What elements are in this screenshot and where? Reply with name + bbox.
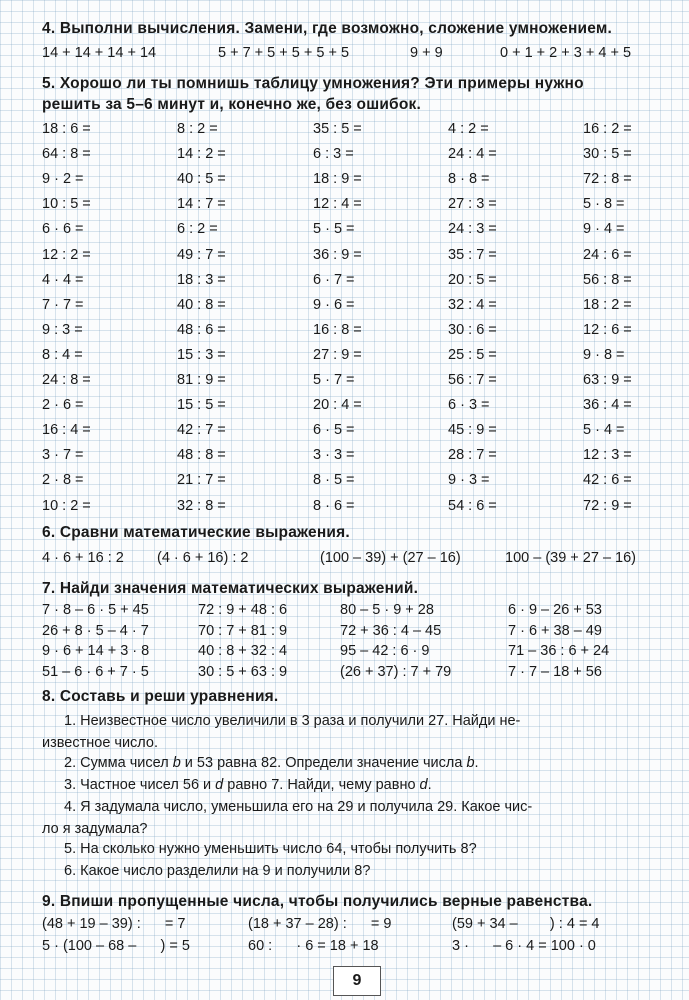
task4-item: 5 + 7 + 5 + 5 + 5 + 5 bbox=[218, 45, 350, 61]
multiplication-example: 18 : 2 = bbox=[583, 296, 632, 313]
multiplication-example: 49 : 7 = bbox=[177, 246, 226, 263]
task6-item: 4 · 6 + 16 : 2 bbox=[42, 550, 124, 566]
task9-equation: (48 + 19 – 39) : = 7 bbox=[42, 916, 186, 932]
multiplication-example: 48 : 6 = bbox=[177, 321, 226, 338]
multiplication-example: 6 : 2 = bbox=[177, 221, 218, 238]
multiplication-example: 8 · 8 = bbox=[448, 171, 490, 188]
task8-problem-6: 6. Какое число разделили на 9 и получили 8? bbox=[64, 863, 371, 879]
expression-item: 80 – 5 · 9 + 28 bbox=[340, 602, 434, 618]
multiplication-example: 18 : 9 = bbox=[313, 171, 362, 188]
expression-item: 7 · 7 – 18 + 56 bbox=[508, 664, 602, 681]
multiplication-example: 10 : 5 = bbox=[42, 196, 91, 213]
multiplication-example: 20 : 4 = bbox=[313, 397, 362, 414]
multiplication-example: 24 : 4 = bbox=[448, 146, 497, 163]
multiplication-example: 36 : 9 = bbox=[313, 246, 362, 263]
multiplication-example: 42 : 6 = bbox=[583, 472, 632, 489]
task8-problem-3: 3. Частное чисел 56 и d равно 7. Найди, чему равно d. bbox=[64, 777, 432, 793]
multiplication-example: 5 · 5 = bbox=[313, 221, 355, 238]
expression-item: 7 · 8 – 6 · 5 + 45 bbox=[42, 602, 149, 618]
task8-problem-1: 1. Неизвестное число увеличили в 3 раза и получили 27. Найди не- известное число. bbox=[42, 713, 521, 751]
task8-problem-4: 4. Я задумала число, уменьшила его на 29 и получила 29. Какое чис- ло я задумала? bbox=[42, 799, 533, 837]
multiplication-example: 7 · 7 = bbox=[42, 296, 84, 313]
task6-title: 6. Сравни математические выражения. bbox=[42, 524, 350, 541]
multiplication-example: 6 · 7 = bbox=[313, 271, 355, 288]
multiplication-example: 64 : 8 = bbox=[42, 146, 91, 163]
multiplication-example: 27 : 3 = bbox=[448, 196, 497, 213]
multiplication-example: 6 · 3 = bbox=[448, 397, 490, 414]
multiplication-example: 5 · 8 = bbox=[583, 196, 625, 213]
task9-equation: (18 + 37 – 28) : = 9 bbox=[248, 916, 392, 932]
task6-item: 100 – (39 + 27 – 16) bbox=[505, 550, 637, 566]
multiplication-example: 32 : 8 = bbox=[177, 497, 226, 514]
multiplication-example: 40 : 8 = bbox=[177, 296, 226, 313]
task9-equation: 3 · – 6 · 4 = 100 · 0 bbox=[452, 938, 596, 954]
multiplication-example: 20 : 5 = bbox=[448, 271, 497, 288]
multiplication-example: 4 · 4 = bbox=[42, 271, 84, 288]
multiplication-example: 48 : 8 = bbox=[177, 447, 226, 464]
multiplication-example: 9 : 3 = bbox=[42, 321, 83, 338]
multiplication-example: 24 : 3 = bbox=[448, 221, 497, 238]
multiplication-example: 81 : 9 = bbox=[177, 372, 226, 388]
multiplication-example: 18 : 6 = bbox=[42, 121, 91, 137]
expression-item: 6 · 9 – 26 + 53 bbox=[508, 602, 602, 618]
multiplication-example: 56 : 8 = bbox=[583, 271, 632, 288]
multiplication-example: 25 : 5 = bbox=[448, 346, 497, 363]
multiplication-example: 6 · 5 = bbox=[313, 422, 355, 439]
expression-item: 51 – 6 · 6 + 7 · 5 bbox=[42, 664, 149, 681]
task9-equation: 60 : · 6 = 18 + 18 bbox=[248, 938, 379, 954]
multiplication-example: 9 · 6 = bbox=[313, 296, 355, 313]
multiplication-example: 9 · 2 = bbox=[42, 171, 84, 188]
task8-title: 8. Составь и реши уравнения. bbox=[42, 688, 279, 705]
multiplication-example: 8 · 6 = bbox=[313, 497, 355, 514]
multiplication-example: 15 : 3 = bbox=[177, 346, 226, 363]
multiplication-example: 30 : 5 = bbox=[583, 146, 632, 163]
multiplication-example: 9 · 4 = bbox=[583, 221, 625, 238]
multiplication-example: 5 · 7 = bbox=[313, 372, 355, 388]
multiplication-example: 8 : 2 = bbox=[177, 121, 218, 137]
multiplication-example: 32 : 4 = bbox=[448, 296, 497, 313]
task9-equation: 5 · (100 – 68 – ) = 5 bbox=[42, 938, 190, 954]
expression-item: (26 + 37) : 7 + 79 bbox=[340, 664, 452, 681]
expression-item: 95 – 42 : 6 · 9 bbox=[340, 643, 430, 660]
multiplication-example: 9 · 8 = bbox=[583, 346, 625, 363]
multiplication-example: 8 · 5 = bbox=[313, 472, 355, 489]
multiplication-example: 27 : 9 = bbox=[313, 346, 362, 363]
multiplication-example: 10 : 2 = bbox=[42, 497, 91, 514]
multiplication-example: 16 : 4 = bbox=[42, 422, 91, 439]
multiplication-example: 18 : 3 = bbox=[177, 271, 226, 288]
expression-item: 26 + 8 · 5 – 4 · 7 bbox=[42, 622, 149, 639]
multiplication-example: 21 : 7 = bbox=[177, 472, 226, 489]
task9-equation: (59 + 34 – ) : 4 = 4 bbox=[452, 916, 600, 932]
multiplication-example: 42 : 7 = bbox=[177, 422, 226, 439]
multiplication-example: 12 : 2 = bbox=[42, 246, 91, 263]
task9-title: 9. Впиши пропущенные числа, чтобы получились верные равенства. bbox=[42, 893, 593, 910]
task8-problem-5: 5. На сколько нужно уменьшить число 64, чтобы получить 8? bbox=[64, 841, 477, 857]
multiplication-example: 12 : 3 = bbox=[583, 447, 632, 464]
multiplication-example: 16 : 8 = bbox=[313, 321, 362, 338]
multiplication-example: 3 · 7 = bbox=[42, 447, 84, 464]
multiplication-example: 12 : 4 = bbox=[313, 196, 362, 213]
task8-problem-2: 2. Сумма чисел b и 53 равна 82. Определи значение числа b. bbox=[64, 755, 479, 771]
expression-item: 30 : 5 + 63 : 9 bbox=[198, 664, 288, 681]
multiplication-example: 35 : 7 = bbox=[448, 246, 497, 263]
task5-title-line2: решить за 5–6 минут и, конечно же, без ошибок. bbox=[42, 96, 421, 113]
multiplication-example: 72 : 8 = bbox=[583, 171, 632, 188]
multiplication-example: 12 : 6 = bbox=[583, 321, 632, 338]
multiplication-example: 4 : 2 = bbox=[448, 121, 489, 137]
multiplication-example: 72 : 9 = bbox=[583, 497, 632, 514]
task4-item: 14 + 14 + 14 + 14 bbox=[42, 45, 157, 61]
task6-item: (100 – 39) + (27 – 16) bbox=[320, 550, 461, 566]
multiplication-example: 63 : 9 = bbox=[583, 372, 632, 388]
multiplication-example: 14 : 2 = bbox=[177, 146, 226, 163]
multiplication-example: 28 : 7 = bbox=[448, 447, 497, 464]
expression-item: 9 · 6 + 14 + 3 · 8 bbox=[42, 643, 150, 660]
multiplication-example: 15 : 5 = bbox=[177, 397, 226, 414]
multiplication-example: 9 · 3 = bbox=[448, 472, 490, 489]
task4-title: 4. Выполни вычисления. Замени, где возможно, сложение умножением. bbox=[42, 20, 613, 37]
multiplication-example: 5 · 4 = bbox=[583, 422, 625, 439]
expression-item: 72 : 9 + 48 : 6 bbox=[198, 602, 288, 618]
multiplication-example: 56 : 7 = bbox=[448, 372, 497, 388]
multiplication-example: 24 : 8 = bbox=[42, 372, 91, 388]
multiplication-example: 6 · 6 = bbox=[42, 221, 84, 238]
task4-item: 9 + 9 bbox=[410, 45, 443, 61]
task6-item: (4 · 6 + 16) : 2 bbox=[157, 550, 249, 566]
multiplication-example: 54 : 6 = bbox=[448, 497, 497, 514]
multiplication-example: 30 : 6 = bbox=[448, 321, 497, 338]
multiplication-example: 24 : 6 = bbox=[583, 246, 632, 263]
task5-title-line1: 5. Хорошо ли ты помнишь таблицу умножения? Эти примеры нужно bbox=[42, 75, 584, 92]
task7-title: 7. Найди значения математических выражений. bbox=[42, 580, 419, 597]
page-number: 9 bbox=[333, 966, 381, 996]
expression-item: 7 · 6 + 38 – 49 bbox=[508, 622, 602, 639]
expression-item: 72 + 36 : 4 – 45 bbox=[340, 622, 442, 639]
multiplication-example: 14 : 7 = bbox=[177, 196, 226, 213]
multiplication-example: 2 · 8 = bbox=[42, 472, 84, 489]
task4-item: 0 + 1 + 2 + 3 + 4 + 5 bbox=[500, 45, 632, 61]
expression-item: 71 – 36 : 6 + 24 bbox=[508, 643, 610, 660]
multiplication-example: 6 : 3 = bbox=[313, 146, 354, 163]
multiplication-example: 40 : 5 = bbox=[177, 171, 226, 188]
expression-item: 70 : 7 + 81 : 9 bbox=[198, 622, 288, 639]
multiplication-example: 8 : 4 = bbox=[42, 346, 83, 363]
multiplication-example: 2 · 6 = bbox=[42, 397, 84, 414]
multiplication-example: 45 : 9 = bbox=[448, 422, 497, 439]
multiplication-example: 3 · 3 = bbox=[313, 447, 355, 464]
expression-item: 40 : 8 + 32 : 4 bbox=[198, 643, 288, 660]
multiplication-example: 16 : 2 = bbox=[583, 121, 632, 137]
multiplication-example: 36 : 4 = bbox=[583, 397, 632, 414]
multiplication-example: 35 : 5 = bbox=[313, 121, 362, 137]
